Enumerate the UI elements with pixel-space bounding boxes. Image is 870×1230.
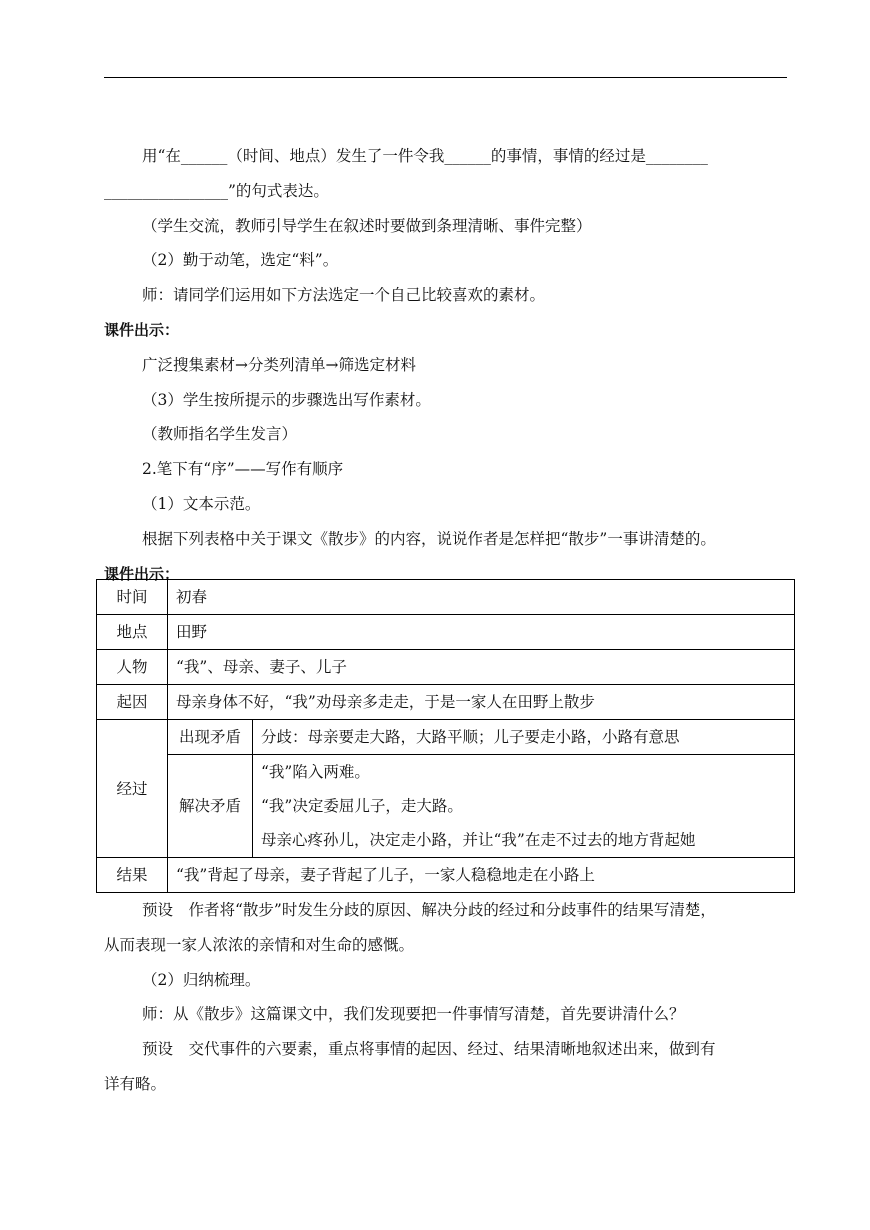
row-value: “我”、母亲、妻子、儿子 [168,650,795,685]
paragraph: （3）学生按所提示的步骤选出写作素材。 [142,390,431,409]
paragraph: 2.笔下有“序”——写作有顺序 [142,460,344,479]
paragraph: （教师指名学生发言） [142,425,298,444]
document-body-continued [104,893,787,1102]
table-row [97,720,795,755]
paragraph: 根据下列表格中关于课文《散步》的内容，说说作者是怎样把“散步”一事讲清楚的。 [142,529,716,548]
paragraph: 从而表现一家人浓浓的亲情和对生命的感慨。 [104,935,415,954]
table-row [97,580,795,615]
paragraph: 广泛搜集素材→分类列清单→筛选定材料 [142,355,416,374]
header-rule [104,77,787,78]
row-label: 地点 [97,615,168,650]
row-value: 田野 [168,615,795,650]
text-line: “我”决定委屈儿子，走大路。 [261,797,463,815]
table-row [97,858,795,893]
paragraph: 师：从《散步》这篇课文中，我们发现要把一件事情写清楚，首先要讲清什么？ [142,1005,685,1024]
paragraph: 用“在______（时间、地点）发生了一件令我______的事情，事情的经过是________ [142,147,708,165]
row-label: 时间 [97,580,168,615]
row-value: “我”背起了母亲，妻子背起了儿子，一家人稳稳地走在小路上 [168,858,795,893]
sub-label: 解决矛盾 [168,755,253,858]
row-label: 起因 [97,685,168,720]
table-row [97,685,795,720]
table-row [97,755,795,858]
paragraph: （2）勤于动笔，选定“料”。 [142,251,339,270]
text-line: 母亲心疼孙儿，决定走小路，并让“我”在走不过去的地方背起她 [261,831,696,849]
story-elements-table [96,579,795,893]
row-label: 人物 [97,650,168,685]
paragraph: （学生交流，教师引导学生在叙述时要做到条理清晰、事件完整） [142,216,592,235]
row-label: 经过 [97,720,168,858]
row-value: 分歧：母亲要走大路，大路平顺；儿子要走小路，小路有意思 [253,720,795,755]
paragraph: ________________”的句式表达。 [104,181,329,200]
section-heading: 课件出示： [104,564,180,583]
section-heading: 课件出示： [104,320,180,339]
paragraph: 预设 作者将“散步”时发生分歧的原因、解决分歧的经过和分歧事件的结果写清楚， [142,901,716,919]
document-body [104,139,787,591]
paragraph: 预设 交代事件的六要素，重点将事情的起因、经过、结果清晰地叙述出来，做到有 [142,1040,716,1059]
row-value: 母亲身体不好，“我”劝母亲多走走，于是一家人在田野上散步 [168,685,795,720]
table-row [97,615,795,650]
paragraph: （2）归纳梳理。 [142,970,261,989]
table-row [97,650,795,685]
paragraph: 详有略。 [104,1074,167,1093]
paragraph: 师：请同学们运用如下方法选定一个自己比较喜欢的素材。 [142,286,546,305]
paragraph: （1）文本示范。 [142,494,261,513]
row-label: 结果 [97,858,168,893]
row-value: 初春 [168,580,795,615]
sub-label: 出现矛盾 [168,720,253,755]
row-value-multiline [253,755,795,858]
text-line: “我”陷入两难。 [261,763,370,781]
